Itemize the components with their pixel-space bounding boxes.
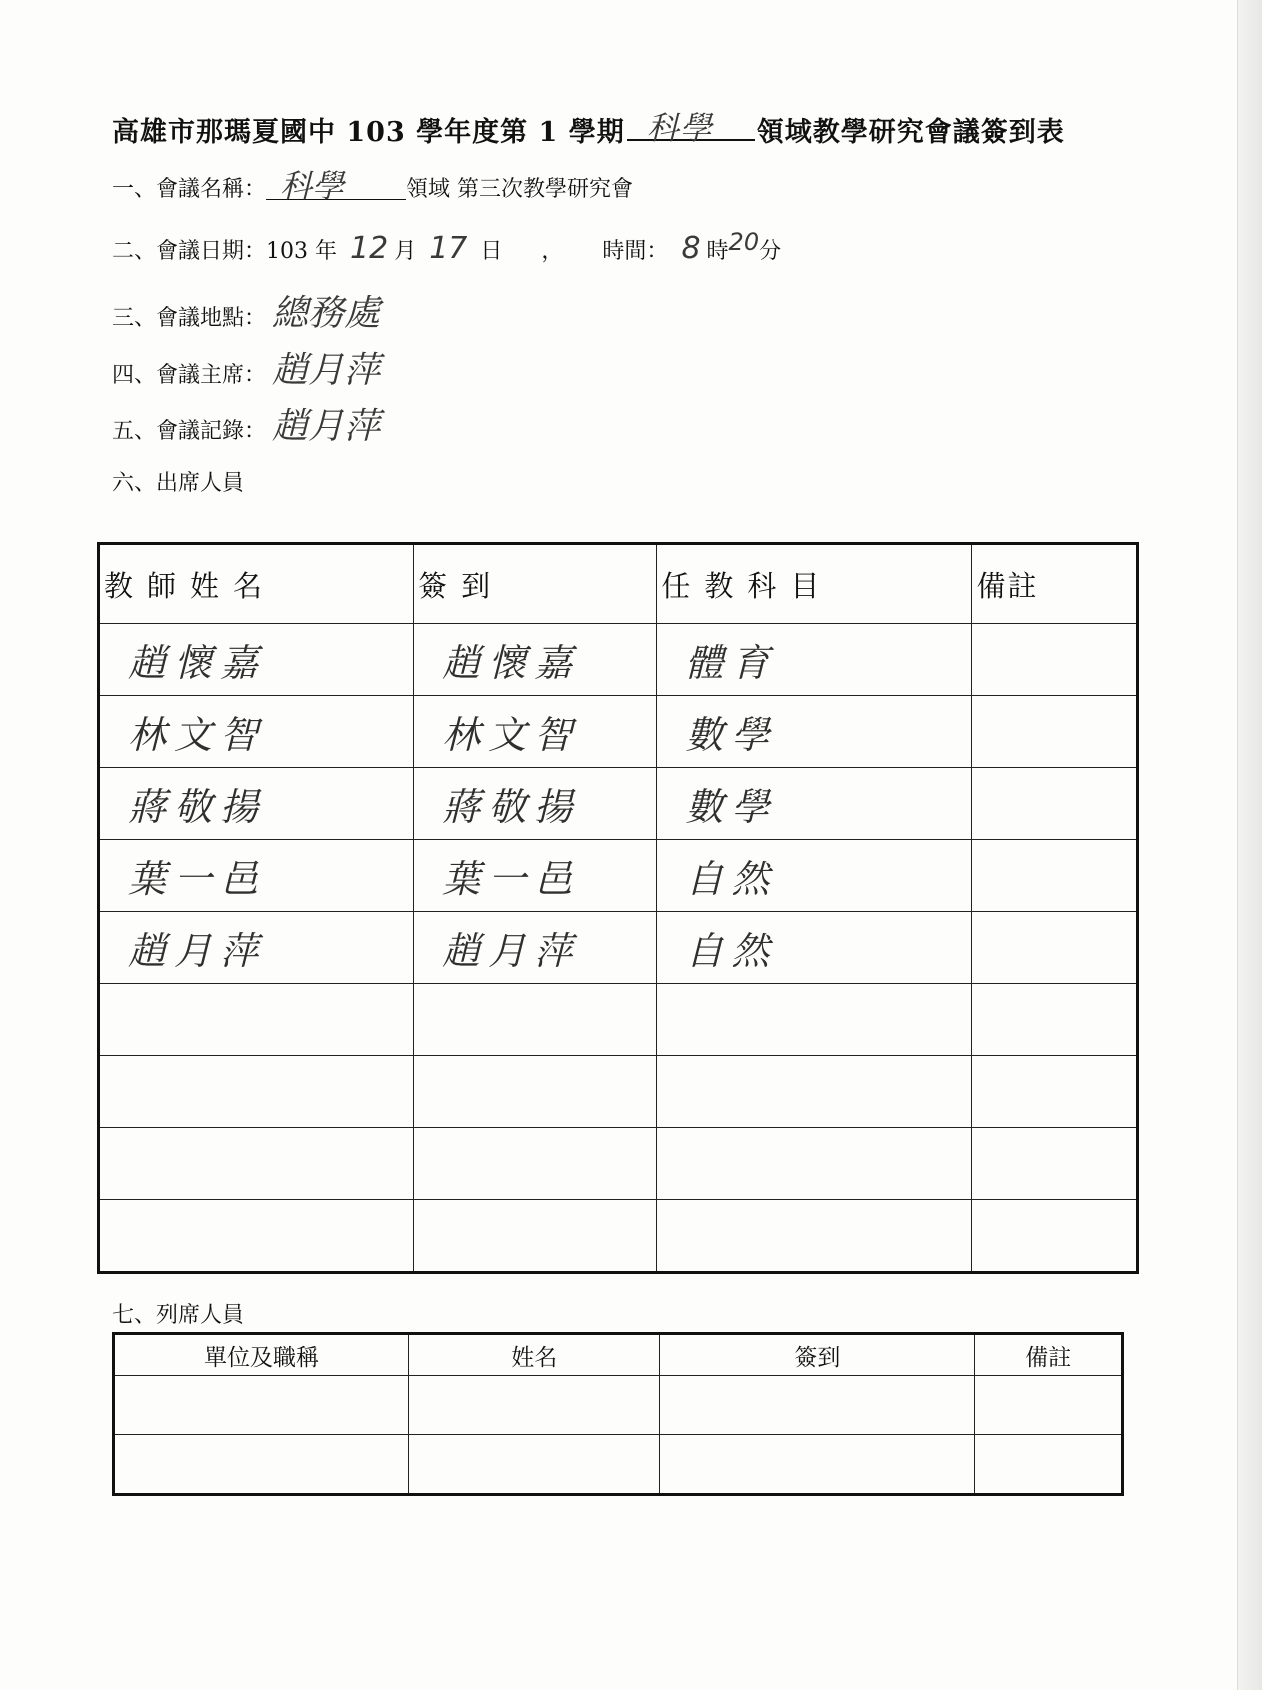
remarks-cell — [972, 984, 1138, 1056]
teacher-name-cell: 葉一邑 — [99, 840, 414, 912]
meeting-chair-line — [112, 342, 380, 393]
meeting-name-suffix: 領域 第三次教學研究會 — [406, 177, 634, 202]
signature-cell: 趙月萍 — [414, 912, 657, 984]
day-unit: 日 — [480, 239, 503, 264]
header-observer-sign-in: 簽到 — [660, 1334, 975, 1376]
attendance-header-row — [99, 544, 1138, 624]
subject-cell: 數學 — [657, 768, 972, 840]
date-separator: ， — [541, 239, 564, 264]
teacher-name-cell: 趙月萍 — [99, 912, 414, 984]
remarks-cell — [972, 624, 1138, 696]
signature-cell — [414, 984, 657, 1056]
observers-heading: 七、列席人員 — [112, 1303, 245, 1328]
teacher-name-cell: 趙懷嘉 — [99, 624, 414, 696]
remarks-cell — [972, 1056, 1138, 1128]
teacher-name-cell — [99, 984, 414, 1056]
subject-cell: 自然 — [657, 840, 972, 912]
signature-cell — [414, 1200, 657, 1273]
signature-cell: 林文智 — [414, 696, 657, 768]
meeting-recorder-handwritten: 趙月萍 — [272, 406, 381, 447]
teacher-name-cell — [99, 1128, 414, 1200]
signature-cell — [414, 1056, 657, 1128]
teacher-name-cell: 林文智 — [99, 696, 414, 768]
teacher-name-cell — [99, 1200, 414, 1273]
paper-edge — [1237, 0, 1262, 1690]
signature-cell — [414, 1128, 657, 1200]
remarks-cell — [972, 912, 1138, 984]
observers-header-row — [114, 1334, 1123, 1376]
signature-cell: 蔣敬揚 — [414, 768, 657, 840]
title-suffix: 領域教學研究會議簽到表 — [756, 117, 1065, 148]
remarks-cell — [972, 696, 1138, 768]
document-title — [112, 110, 1065, 149]
meeting-hour-handwritten: 8 — [681, 231, 701, 266]
meeting-name-line — [112, 167, 634, 205]
observer-cell — [660, 1435, 975, 1495]
teacher-name-cell — [99, 1056, 414, 1128]
title-domain-handwritten: 科學 — [646, 109, 713, 147]
meeting-recorder-label: 五、會議記錄： — [112, 419, 267, 444]
observer-cell — [409, 1435, 660, 1495]
header-unit-title: 單位及職稱 — [114, 1334, 409, 1376]
observer-cell — [409, 1376, 660, 1435]
observer-cell — [975, 1376, 1123, 1435]
meeting-date-line — [112, 228, 781, 266]
meeting-date-label: 二、會議日期：103 年 — [112, 239, 337, 264]
time-label: 時間： — [602, 239, 669, 264]
observer-cell — [114, 1376, 409, 1435]
meeting-chair-handwritten: 趙月萍 — [272, 350, 381, 391]
observer-row — [114, 1435, 1123, 1495]
attendance-row — [99, 840, 1138, 912]
meeting-day-handwritten: 17 — [429, 231, 468, 266]
subject-cell — [657, 984, 972, 1056]
observer-cell — [975, 1435, 1123, 1495]
remarks-cell — [972, 1200, 1138, 1273]
remarks-cell — [972, 1128, 1138, 1200]
observers-table — [112, 1332, 1124, 1496]
signature-cell: 葉一邑 — [414, 840, 657, 912]
minute-unit: 分 — [759, 239, 782, 264]
observer-row — [114, 1376, 1123, 1435]
attendance-row — [99, 1056, 1138, 1128]
meeting-month-handwritten: 12 — [350, 231, 389, 266]
attendance-row — [99, 624, 1138, 696]
subject-cell — [657, 1200, 972, 1273]
meeting-place-line — [112, 285, 380, 336]
meeting-place-handwritten: 總務處 — [272, 293, 381, 334]
subject-cell: 體育 — [657, 624, 972, 696]
attendance-table — [97, 542, 1139, 1274]
header-subject: 任教科目 — [657, 544, 972, 624]
title-prefix: 高雄市那瑪夏國中 103 學年度第 1 學期 — [112, 117, 625, 148]
meeting-recorder-line — [112, 398, 380, 449]
header-teacher-name: 教師姓名 — [99, 544, 414, 624]
meeting-name-handwritten: 科學 — [280, 167, 345, 205]
meeting-name-label: 一、會議名稱： — [112, 177, 267, 202]
remarks-cell — [972, 768, 1138, 840]
header-sign-in: 簽到 — [414, 544, 657, 624]
attendance-row — [99, 912, 1138, 984]
attendance-row — [99, 1128, 1138, 1200]
meeting-minute-handwritten: 20 — [728, 228, 760, 256]
meeting-name-blank — [266, 167, 406, 205]
month-unit: 月 — [394, 239, 417, 264]
attendance-row — [99, 768, 1138, 840]
header-observer-remarks: 備註 — [975, 1334, 1123, 1376]
subject-cell — [657, 1128, 972, 1200]
signature-cell: 趙懷嘉 — [414, 624, 657, 696]
teacher-name-cell: 蔣敬揚 — [99, 768, 414, 840]
observer-cell — [114, 1435, 409, 1495]
attendance-row — [99, 1200, 1138, 1273]
meeting-chair-label: 四、會議主席： — [112, 363, 267, 388]
attendees-heading: 六、出席人員 — [112, 471, 245, 496]
meeting-place-label: 三、會議地點： — [112, 306, 267, 331]
attendance-row — [99, 696, 1138, 768]
hour-unit: 時 — [706, 239, 729, 264]
subject-cell — [657, 1056, 972, 1128]
header-remarks: 備註 — [972, 544, 1138, 624]
title-domain-blank — [627, 109, 755, 147]
header-name: 姓名 — [409, 1334, 660, 1376]
subject-cell: 數學 — [657, 696, 972, 768]
remarks-cell — [972, 840, 1138, 912]
attendance-row — [99, 984, 1138, 1056]
subject-cell: 自然 — [657, 912, 972, 984]
observer-cell — [660, 1376, 975, 1435]
